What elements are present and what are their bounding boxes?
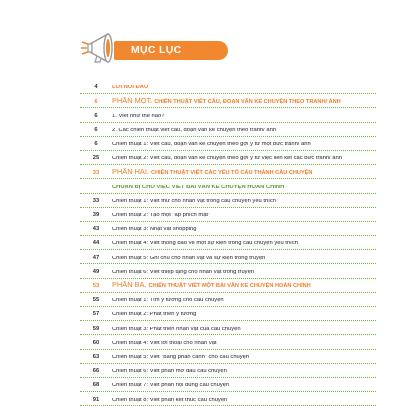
- page-number: 60: [92, 339, 100, 346]
- page-number: 25: [92, 155, 100, 162]
- part-heading: [112, 281, 376, 290]
- toc-entry: [80, 165, 376, 179]
- section-heading: LỜI NÓI ĐẦU: [112, 85, 149, 91]
- entry-title: 2. Các chiến thuật viết câu, đoạn văn kể chuyện theo tranh/ ảnh: [112, 127, 277, 133]
- page-number: 4: [94, 84, 98, 91]
- page-number: 63: [92, 353, 100, 360]
- toc-entry: [80, 335, 376, 349]
- toc-entry: [80, 137, 376, 151]
- page-number: 6: [94, 126, 98, 133]
- entry-title: Chiến thuật 3: Phát triển nhân vật của câu chuyện: [112, 326, 241, 332]
- toc-entry: [80, 94, 376, 108]
- entry-title: 1. Viết như thế nào?: [112, 113, 165, 119]
- part-title: CHIẾN THUẬT VIẾT CÁC YẾU TỐ CẤU THÀNH CÂU CHUYỆN: [150, 169, 313, 176]
- entry-title: Chiến thuật 1: Tìm ý tưởng cho câu chuyện: [112, 298, 224, 304]
- page-number: 53: [92, 283, 100, 290]
- entry-title: Chiến thuật 3: Nhật vật shopping: [112, 227, 197, 233]
- part-title: CHIẾN THUẬT VIẾT MỘT BÀI VĂN KỂ CHUYỆN HOÀN CHỈNH: [148, 283, 311, 290]
- toc-entry: [80, 208, 376, 222]
- toc-entry: [80, 321, 376, 335]
- toc-entry: [80, 222, 376, 236]
- entry-title: Chiến thuật 5: Ghi chú cho nhân vật và sự kiện trong truyện: [112, 255, 266, 261]
- page-number: 6: [94, 112, 98, 119]
- entry-title: Chiến thuật 4: Viết lời thoại cho nhân vật: [112, 340, 217, 346]
- part-title: CHIẾN THUẬT VIẾT CÂU, ĐOẠN VĂN KỂ CHUYỆN THEO TRANH/ ẢNH: [154, 98, 341, 105]
- entry-title: Chiến thuật 2: Viết câu, đoạn văn kể chuyện theo gợi ý từ việc liên kết các bức tranh/ ảnh: [112, 156, 342, 162]
- page-number: 59: [92, 325, 100, 332]
- entry-title: Chiến thuật 1: Viết câu, đoạn văn kể chuyện theo gợi ý từ một bức tranh/ ảnh: [112, 142, 311, 148]
- page-number: 39: [92, 212, 100, 219]
- toc-entry: [80, 236, 376, 250]
- page-title: MỤC LỤC: [114, 41, 228, 60]
- entry-title: Chiến thuật 4: Viết thông báo về một sự kiện trong câu chuyện yêu thích: [112, 241, 298, 247]
- page-number: 49: [92, 268, 100, 275]
- part-label: PHẦN MỘT.: [112, 96, 153, 105]
- toc-entry: [80, 392, 376, 406]
- part-label: PHẦN BA.: [112, 281, 147, 290]
- page-number: 66: [92, 368, 100, 375]
- toc-entry: [80, 378, 376, 392]
- toc-entry: [80, 179, 376, 193]
- toc-entry: [80, 194, 376, 208]
- entry-title: Chiến thuật 1: Viết thư cho nhân vật trong câu chuyện yêu thích: [112, 198, 276, 204]
- entry-title: Chiến thuật 6: Viết phần mở đầu câu chuyện: [112, 369, 227, 375]
- entry-title: Chiến thuật 5: Viết "bảng phân cảnh" cho câu chuyện: [112, 354, 250, 360]
- toc-list: [80, 80, 376, 406]
- page-number: 6: [94, 98, 98, 105]
- part-label: PHẦN HAI.: [112, 167, 149, 176]
- toc-entry: [80, 264, 376, 278]
- entry-title: Chiến thuật 8: Viết phần kết thúc câu chuyện: [112, 397, 228, 403]
- page-number: 43: [92, 226, 100, 233]
- part-heading: [112, 168, 376, 177]
- page-number: 47: [92, 254, 100, 261]
- toc-entry: [80, 123, 376, 137]
- toc-entry: [80, 293, 376, 307]
- toc-entry: [80, 307, 376, 321]
- entry-title: Chiến thuật 7: Viết phần nội dung câu chuyện: [112, 383, 230, 389]
- section-heading: CHUẨN BỊ CHO VIỆC VIẾT BÀI VĂN KỂ CHUYỆN HOÀN CHỈNH: [112, 184, 285, 190]
- page-number: 55: [92, 297, 100, 304]
- part-heading: [112, 97, 376, 106]
- entry-title: Chiến thuật 6: Viết thiệp tặng cho nhân vật trong truyện: [112, 269, 255, 275]
- toc-entry: [80, 350, 376, 364]
- page-number: 6: [94, 141, 98, 148]
- toc-entry: [80, 108, 376, 122]
- toc-entry: [80, 80, 376, 94]
- page-number: 33: [92, 169, 100, 176]
- toc-entry: [80, 250, 376, 264]
- page-number: 57: [92, 311, 100, 318]
- page-number: 68: [92, 382, 100, 389]
- entry-title: Chiến thuật 2: Tạo một "áp phích mật": [112, 213, 211, 219]
- toc-entry: [80, 279, 376, 293]
- toc-entry: [80, 151, 376, 165]
- toc-entry: [80, 364, 376, 378]
- page-number: 91: [92, 396, 100, 403]
- page-number: 33: [92, 197, 100, 204]
- entry-title: Chiến thuật 2: Phát triển ý tưởng: [112, 312, 197, 318]
- page-number: 44: [92, 240, 100, 247]
